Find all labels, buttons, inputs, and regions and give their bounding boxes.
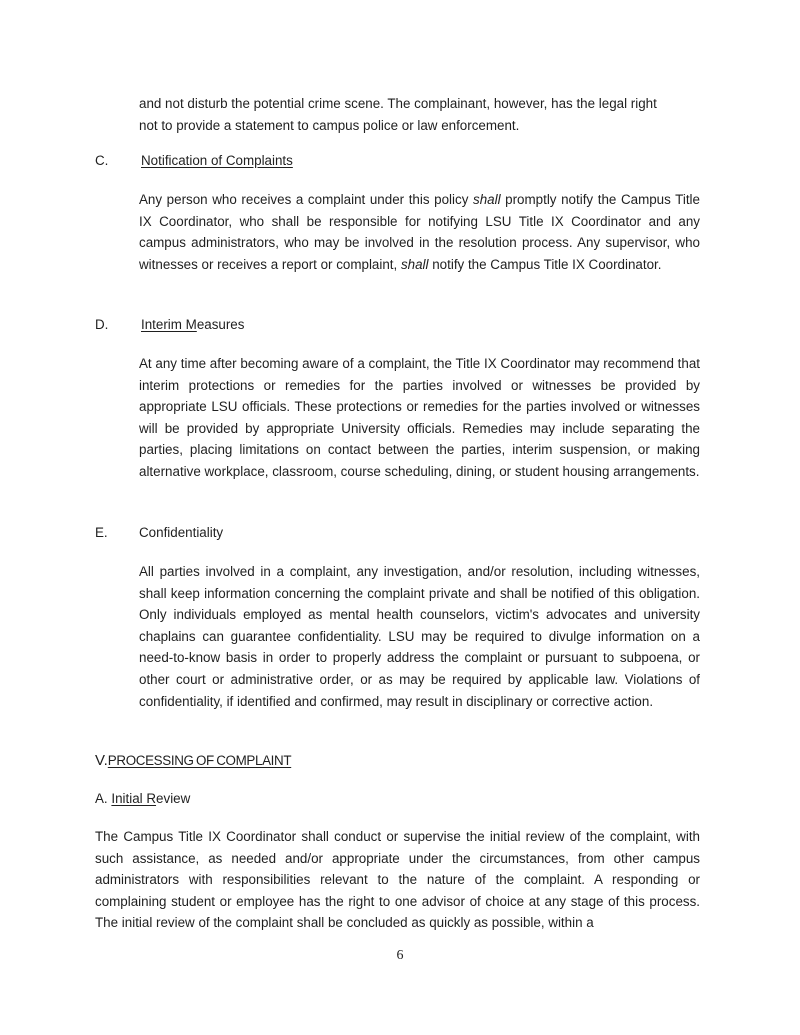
- section-d-letter: D.: [95, 317, 109, 332]
- section-va-title-rest: eview: [156, 791, 191, 806]
- section-c-paragraph: [139, 189, 700, 275]
- section-e-paragraph: All parties involved in a complaint, any investigation, and/or resolution, including witnesses, shall keep information concerning the complaint private and shall be notified of this obligation. Only individuals employed as mental health counselors, victim's advocates and university chaplains can guarantee confidentiality. LSU may be required to divulge information on a need-to-know basis in order to properly address the complaint or pursuant to subpoena, or other court or administrative order, or as may be required by applicable law. Violations of confidentiality, if identified and confirmed, may result in disciplinary or corrective action.: [139, 564, 700, 709]
- section-c-emphasis-1: shall: [473, 192, 501, 207]
- section-c-text-2: promptly notify the Campus Title IX Coordinator, who shall be responsible for notifying LSU Title IX Coordinator and any campus administrators, who may be involved in the resolution process. Any supervisor, who witnesses or receives a report or complaint,: [139, 192, 700, 272]
- section-c-title: [141, 152, 293, 170]
- section-d-title-rest: easures: [196, 317, 245, 332]
- section-e-title: Confidentiality: [139, 525, 224, 540]
- page-number: 6: [396, 948, 404, 963]
- section-va-heading: [95, 790, 595, 808]
- section-c-text-3: notify the Campus Title IX Coordinator.: [428, 256, 662, 272]
- section-v-numeral: V.: [95, 752, 108, 769]
- intro-line-1: and not disturb the potential crime scene. The complainant, however, has the legal right: [139, 96, 657, 111]
- section-va-letter: A.: [95, 791, 108, 806]
- section-c-text-1: Any person who receives a complaint under this policy: [139, 192, 473, 207]
- section-d-title: [141, 316, 244, 334]
- section-v-heading: [95, 752, 595, 770]
- section-d-paragraph: At any time after becoming aware of a complaint, the Title IX Coordinator may recommend that interim protections or remedies for the parties involved or witnesses be provided by appropriate LSU officials. These protections or remedies for the parties involved or witnesses will be provided by appropriate University officials. Remedies may include separating the parties, placing limitations on contact between the parties, interim suspension, or making alternative workplace, classroom, course scheduling, dining, or student housing arrangements.: [139, 356, 700, 479]
- intro-line-2: not to provide a statement to campus police or law enforcement.: [139, 117, 520, 133]
- section-c-title-text: Notification of Complaints: [141, 153, 293, 168]
- section-va-paragraph: The Campus Title IX Coordinator shall conduct or supervise the initial review of the complaint, with such assistance, as needed and/or appropriate under the circumstances, from other campus administrators with responsibilities relevant to the nature of the complaint. A responding or complaining student or employee has the right to one advisor of choice at any stage of this process. The initial review of the complaint shall be concluded as quickly as possible, within a: [95, 829, 700, 931]
- intro-paragraph: [139, 93, 700, 136]
- section-d-title-underlined: Interim M: [141, 317, 197, 332]
- section-c-emphasis-2: shall: [400, 256, 429, 272]
- section-c-letter: C.: [95, 153, 109, 168]
- section-e-letter: E.: [95, 525, 108, 540]
- section-va-title-underlined: Initial R: [111, 791, 157, 806]
- section-v-title: PROCESSING OF COMPLAINT: [107, 753, 292, 768]
